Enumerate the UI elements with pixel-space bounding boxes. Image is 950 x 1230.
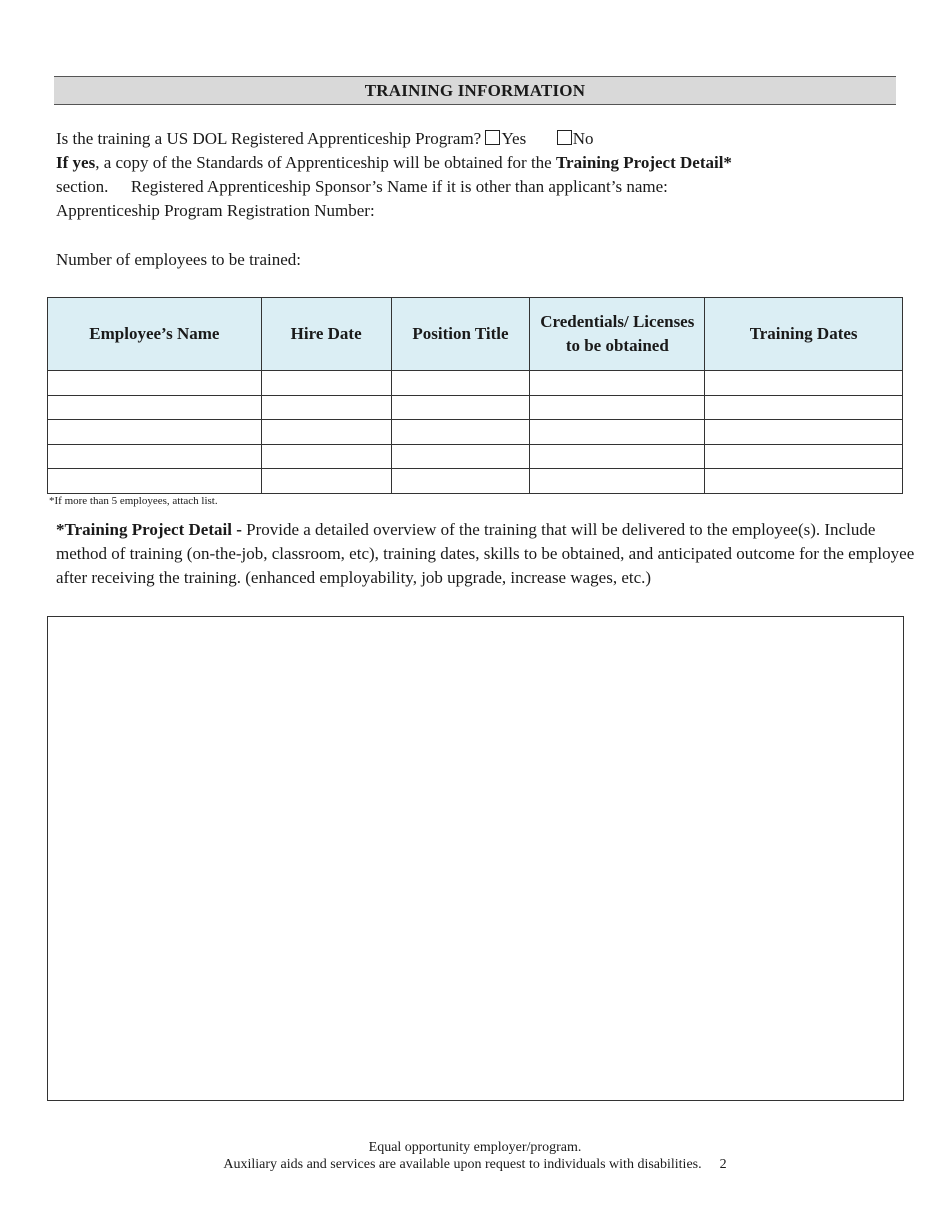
column-header: Training Dates: [705, 298, 903, 371]
column-header: Employee’s Name: [48, 298, 262, 371]
table-cell[interactable]: [48, 469, 262, 494]
training-detail-instructions: [56, 518, 916, 590]
table-row: [48, 371, 903, 396]
table-cell[interactable]: [261, 371, 391, 396]
footer-line2: Auxiliary aids and services are available upon request to individuals with disabilities.: [223, 1157, 702, 1172]
table-cell[interactable]: [391, 395, 530, 420]
table-cell[interactable]: [705, 444, 903, 469]
if-yes-line: [56, 152, 732, 174]
sponsor-name-label: Registered Apprenticeship Sponsor’s Name if it is other than applicant’s name:: [130, 177, 668, 196]
table-cell[interactable]: [391, 420, 530, 445]
yes-label: Yes: [501, 129, 527, 148]
no-label: No: [572, 129, 594, 148]
training-detail-text: Provide a detailed overview of the training that will be delivered to the employee(s). Include method of training (on-the-job, classroom, etc), training dates, skills to be obtained, and anticipated outcome for the employee after receiving the training. (enhanced employability, job upgrade, increase wages, etc.): [56, 520, 915, 587]
table-cell[interactable]: [391, 444, 530, 469]
table-row: [48, 395, 903, 420]
apprenticeship-question-line: [56, 128, 594, 150]
yes-checkbox[interactable]: [485, 130, 500, 145]
footer-line1: Equal opportunity employer/program.: [368, 1140, 582, 1155]
table-cell[interactable]: [530, 420, 705, 445]
footer-line2-wrap: [0, 1156, 950, 1173]
table-cell[interactable]: [261, 444, 391, 469]
table-row: [48, 469, 903, 494]
table-cell[interactable]: [530, 444, 705, 469]
training-detail-title: *Training Project Detail -: [56, 520, 242, 539]
training-detail-box[interactable]: [47, 616, 904, 1101]
page-number: 2: [719, 1157, 727, 1172]
table-cell[interactable]: [705, 469, 903, 494]
table-cell[interactable]: [530, 371, 705, 396]
table-cell[interactable]: [391, 371, 530, 396]
table-cell[interactable]: [48, 420, 262, 445]
table-row: [48, 420, 903, 445]
employee-count-label: Number of employees to be trained:: [56, 250, 302, 269]
table-cell[interactable]: [48, 395, 262, 420]
section-word: section.: [56, 177, 109, 196]
table-footnote: *If more than 5 employees, attach list.: [49, 495, 218, 507]
table-cell[interactable]: [705, 395, 903, 420]
table-cell[interactable]: [48, 371, 262, 396]
sponsor-line: [56, 176, 668, 198]
column-header: Hire Date: [261, 298, 391, 371]
table-cell[interactable]: [705, 420, 903, 445]
column-header: Position Title: [391, 298, 530, 371]
table-cell[interactable]: [530, 395, 705, 420]
table-row: [48, 444, 903, 469]
detail-reference: Training Project Detail*: [555, 153, 732, 172]
table-cell[interactable]: [530, 469, 705, 494]
table-cell[interactable]: [261, 469, 391, 494]
table-header-row: [48, 298, 903, 371]
section-title: TRAINING INFORMATION: [54, 76, 896, 105]
table-cell[interactable]: [261, 420, 391, 445]
apprenticeship-question: Is the training a US DOL Registered Apprenticeship Program?: [56, 129, 482, 148]
column-header: Credentials/ Licenses to be obtained: [530, 298, 705, 371]
registration-number-label: Apprenticeship Program Registration Number:: [56, 201, 375, 220]
table-cell[interactable]: [261, 395, 391, 420]
if-yes-text: , a copy of the Standards of Apprenticeship will be obtained for the: [95, 153, 556, 172]
no-checkbox[interactable]: [557, 130, 572, 145]
if-yes-bold: If yes: [56, 153, 96, 172]
table-cell[interactable]: [48, 444, 262, 469]
table-cell[interactable]: [391, 469, 530, 494]
employees-table: [47, 297, 903, 494]
table-cell[interactable]: [705, 371, 903, 396]
